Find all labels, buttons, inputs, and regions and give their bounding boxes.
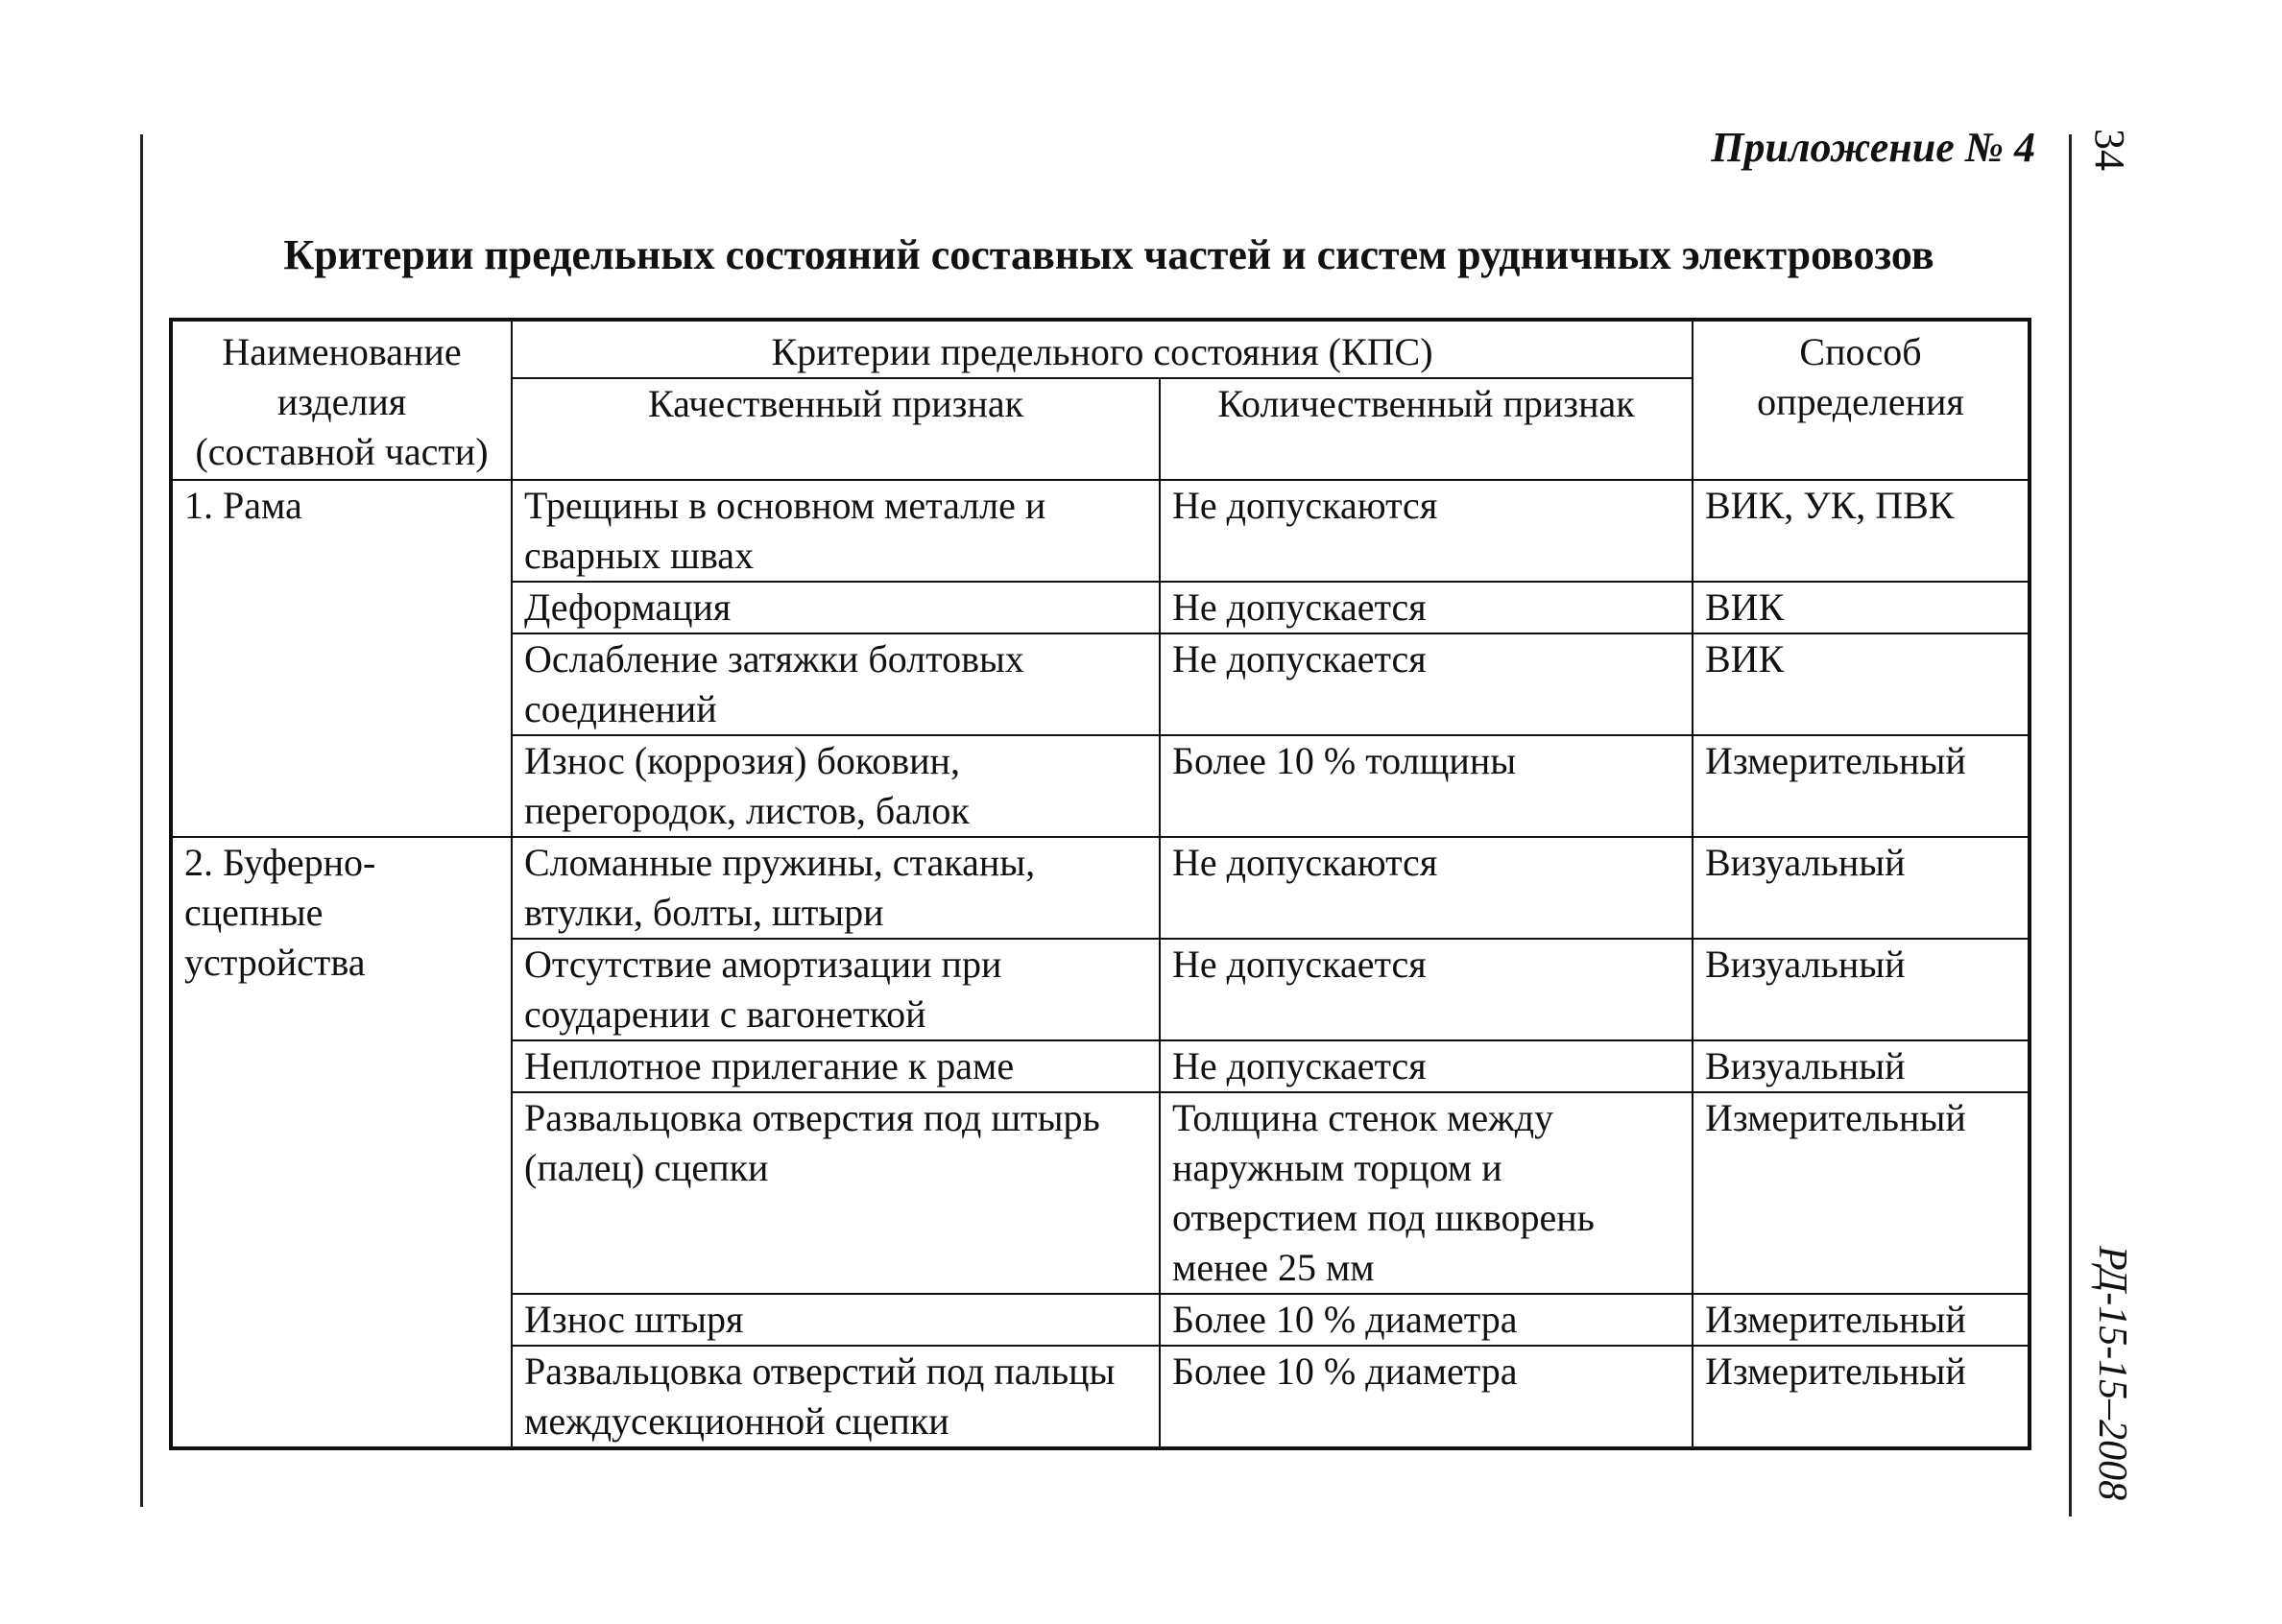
document-code: РД-15-15–2008	[2090, 1246, 2134, 1501]
method-cell: ВИК, УК, ПВК	[1693, 480, 2030, 582]
appendix-label: Приложение № 4	[1711, 124, 2035, 171]
quantitative-cell: Не допускается	[1160, 939, 1693, 1040]
method-cell: Визуальный	[1693, 837, 2030, 939]
right-margin-line	[2069, 134, 2072, 1517]
qualitative-cell: Ослабление затяжки болтовых соединений	[512, 633, 1160, 735]
method-cell: Измерительный	[1693, 735, 2030, 837]
header-criteria: Критерии предельного состояния (КПС)	[512, 320, 1693, 378]
criteria-table	[169, 318, 2031, 1450]
header-quantitative: Количественный признак	[1160, 378, 1693, 480]
qualitative-cell: Трещины в основном металле и сварных швах	[512, 480, 1160, 582]
method-cell: ВИК	[1693, 582, 2030, 633]
left-margin-line	[140, 134, 143, 1507]
method-cell: Визуальный	[1693, 1040, 2030, 1092]
method-cell: Измерительный	[1693, 1346, 2030, 1448]
method-cell: Измерительный	[1693, 1294, 2030, 1346]
qualitative-cell: Отсутствие амортизации при соударении с вагонеткой	[512, 939, 1160, 1040]
quantitative-cell: Более 10 % диаметра	[1160, 1294, 1693, 1346]
table-row	[171, 480, 2030, 582]
header-method: Способ определения	[1693, 320, 2030, 480]
method-cell: ВИК	[1693, 633, 2030, 735]
qualitative-cell: Деформация	[512, 582, 1160, 633]
quantitative-cell: Не допускается	[1160, 582, 1693, 633]
qualitative-cell: Сломанные пружины, стаканы, втулки, болты, штыри	[512, 837, 1160, 939]
qualitative-cell: Развальцовка отверстия под штырь (палец) сцепки	[512, 1092, 1160, 1294]
quantitative-cell: Не допускается	[1160, 633, 1693, 735]
header-row-1	[171, 320, 2030, 378]
quantitative-cell: Более 10 % диаметра	[1160, 1346, 1693, 1448]
qualitative-cell: Неплотное прилегание к раме	[512, 1040, 1160, 1092]
qualitative-cell: Износ штыря	[512, 1294, 1160, 1346]
header-item: Наименование изделия (составной части)	[171, 320, 512, 480]
page-title: Критерии предельных состояний составных частей и систем рудничных электровозов	[283, 231, 1934, 278]
quantitative-cell: Не допускается	[1160, 1040, 1693, 1092]
page-number: 34	[2086, 129, 2133, 171]
quantitative-cell: Не допускаются	[1160, 480, 1693, 582]
qualitative-cell: Износ (коррозия) боковин, перегородок, листов, балок	[512, 735, 1160, 837]
qualitative-cell: Развальцовка отверстий под пальцы междусекционной сцепки	[512, 1346, 1160, 1448]
quantitative-cell: Толщина стенок между наружным торцом и отверстием под шкворень менее 25 мм	[1160, 1092, 1693, 1294]
header-qualitative: Качественный признак	[512, 378, 1160, 480]
quantitative-cell: Не допускаются	[1160, 837, 1693, 939]
table-row	[171, 837, 2030, 939]
quantitative-cell: Более 10 % толщины	[1160, 735, 1693, 837]
method-cell: Визуальный	[1693, 939, 2030, 1040]
item-name-cell: 1. Рама	[171, 480, 512, 837]
item-name-cell: 2. Буферно-сцепные устройства	[171, 837, 512, 1448]
method-cell: Измерительный	[1693, 1092, 2030, 1294]
